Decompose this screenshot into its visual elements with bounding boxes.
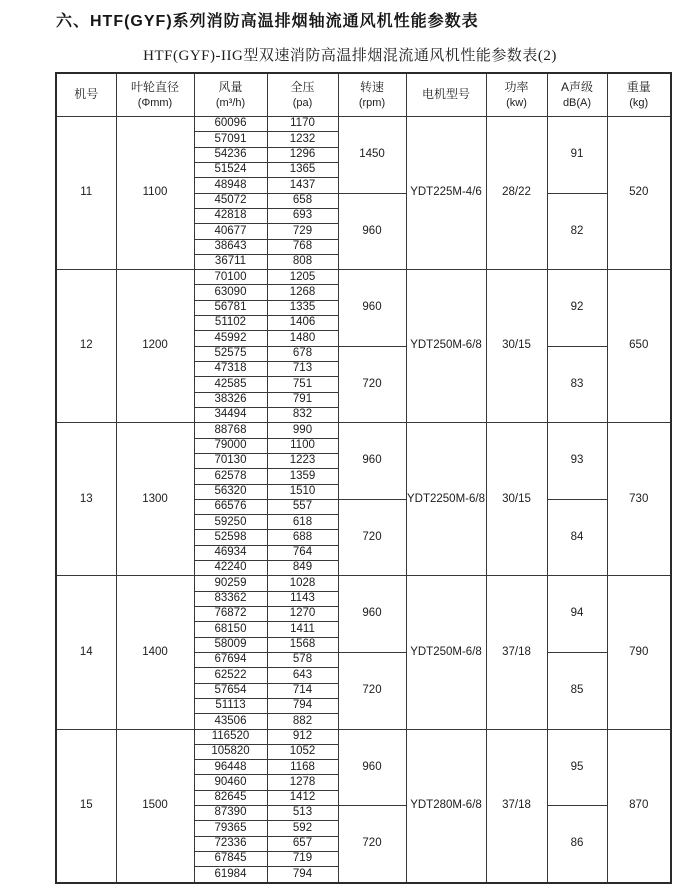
air-volume-cell: 72336 [194, 836, 267, 851]
header-label: 转速 [359, 80, 384, 95]
total-pressure-cell: 1223 [267, 453, 338, 468]
table-row [56, 423, 671, 438]
header-total-pressure [267, 73, 338, 117]
total-pressure-cell: 1437 [267, 178, 338, 193]
header-unit: (kg) [629, 96, 649, 109]
header-label: 电机型号 [421, 87, 470, 102]
total-pressure-cell: 1270 [267, 607, 338, 622]
sound-level-cell: 82 [547, 193, 607, 270]
total-pressure-cell: 832 [267, 407, 338, 422]
speed-cell: 960 [338, 193, 406, 270]
table-row [56, 270, 671, 285]
header-label: 机号 [74, 87, 99, 102]
air-volume-cell: 51524 [194, 162, 267, 177]
header-label: 全压 [290, 80, 315, 95]
table-body [56, 117, 671, 884]
speed-cell: 960 [338, 729, 406, 806]
table-subtitle: HTF(GYF)-IIG型双速消防高温排烟混流通风机性能参数表(2) [143, 48, 557, 64]
air-volume-cell: 90259 [194, 576, 267, 591]
total-pressure-cell: 713 [267, 362, 338, 377]
air-volume-cell: 105820 [194, 744, 267, 759]
header-machine-no [56, 73, 116, 117]
air-volume-cell: 45992 [194, 331, 267, 346]
fan-performance-table [55, 72, 672, 884]
air-volume-cell: 42240 [194, 561, 267, 576]
total-pressure-cell: 1480 [267, 331, 338, 346]
total-pressure-cell: 513 [267, 806, 338, 821]
sound-level-cell: 94 [547, 576, 607, 653]
machine-no-cell: 14 [56, 576, 116, 729]
air-volume-cell: 51113 [194, 698, 267, 713]
total-pressure-cell: 1143 [267, 591, 338, 606]
table-row [56, 117, 671, 132]
speed-cell: 720 [338, 652, 406, 729]
sound-level-cell: 86 [547, 806, 607, 883]
total-pressure-cell: 557 [267, 499, 338, 514]
total-pressure-cell: 714 [267, 683, 338, 698]
total-pressure-cell: 1168 [267, 760, 338, 775]
header-power [486, 73, 547, 117]
table-header-row [56, 73, 671, 117]
total-pressure-cell: 751 [267, 377, 338, 392]
air-volume-cell: 57654 [194, 683, 267, 698]
total-pressure-cell: 657 [267, 836, 338, 851]
total-pressure-cell: 990 [267, 423, 338, 438]
air-volume-cell: 67845 [194, 852, 267, 867]
air-volume-cell: 34494 [194, 407, 267, 422]
total-pressure-cell: 1278 [267, 775, 338, 790]
header-label: 叶轮直径 [130, 80, 179, 95]
air-volume-cell: 82645 [194, 790, 267, 805]
weight-cell: 650 [607, 270, 671, 423]
machine-no-cell: 13 [56, 423, 116, 576]
sound-level-cell: 83 [547, 346, 607, 423]
air-volume-cell: 70130 [194, 453, 267, 468]
air-volume-cell: 96448 [194, 760, 267, 775]
air-volume-cell: 116520 [194, 729, 267, 744]
total-pressure-cell: 912 [267, 729, 338, 744]
weight-cell: 520 [607, 117, 671, 270]
impeller-diameter-cell: 1300 [116, 423, 194, 576]
table-row [56, 576, 671, 591]
air-volume-cell: 36711 [194, 254, 267, 269]
air-volume-cell: 43506 [194, 714, 267, 729]
air-volume-cell: 57091 [194, 132, 267, 147]
header-air-volume [194, 73, 267, 117]
air-volume-cell: 68150 [194, 622, 267, 637]
total-pressure-cell: 1510 [267, 484, 338, 499]
total-pressure-cell: 729 [267, 224, 338, 239]
air-volume-cell: 54236 [194, 147, 267, 162]
impeller-diameter-cell: 1100 [116, 117, 194, 270]
air-volume-cell: 46934 [194, 545, 267, 560]
air-volume-cell: 88768 [194, 423, 267, 438]
total-pressure-cell: 1232 [267, 132, 338, 147]
air-volume-cell: 66576 [194, 499, 267, 514]
header-unit: (rpm) [358, 96, 386, 109]
power-cell: 28/22 [486, 117, 547, 270]
total-pressure-cell: 808 [267, 254, 338, 269]
sound-level-cell: 91 [547, 117, 607, 194]
total-pressure-cell: 643 [267, 668, 338, 683]
power-cell: 37/18 [486, 729, 547, 883]
header-label: 重量 [626, 80, 651, 95]
header-label: A声级 [560, 80, 593, 95]
header-weight [607, 73, 671, 117]
air-volume-cell: 90460 [194, 775, 267, 790]
air-volume-cell: 42585 [194, 377, 267, 392]
air-volume-cell: 38326 [194, 392, 267, 407]
total-pressure-cell: 688 [267, 530, 338, 545]
sound-level-cell: 93 [547, 423, 607, 500]
air-volume-cell: 52598 [194, 530, 267, 545]
total-pressure-cell: 1359 [267, 469, 338, 484]
air-volume-cell: 61984 [194, 867, 267, 883]
header-motor-model [406, 73, 486, 117]
total-pressure-cell: 578 [267, 652, 338, 667]
speed-cell: 960 [338, 423, 406, 500]
header-speed [338, 73, 406, 117]
total-pressure-cell: 1412 [267, 790, 338, 805]
impeller-diameter-cell: 1200 [116, 270, 194, 423]
table-row [56, 729, 671, 744]
speed-cell: 720 [338, 346, 406, 423]
header-label: 功率 [504, 80, 529, 95]
machine-no-cell: 15 [56, 729, 116, 883]
air-volume-cell: 59250 [194, 515, 267, 530]
total-pressure-cell: 1296 [267, 147, 338, 162]
header-impeller-diameter [116, 73, 194, 117]
air-volume-cell: 47318 [194, 362, 267, 377]
total-pressure-cell: 658 [267, 193, 338, 208]
speed-cell: 960 [338, 270, 406, 347]
total-pressure-cell: 1335 [267, 300, 338, 315]
sound-level-cell: 84 [547, 499, 607, 576]
header-sound-level [547, 73, 607, 117]
air-volume-cell: 38643 [194, 239, 267, 254]
power-cell: 30/15 [486, 270, 547, 423]
table-header [56, 73, 671, 117]
air-volume-cell: 79365 [194, 821, 267, 836]
speed-cell: 960 [338, 576, 406, 653]
motor-model-cell: YDT280M-6/8 [406, 729, 486, 883]
total-pressure-cell: 1100 [267, 438, 338, 453]
total-pressure-cell: 1170 [267, 117, 338, 132]
speed-cell: 720 [338, 806, 406, 883]
air-volume-cell: 48948 [194, 178, 267, 193]
total-pressure-cell: 1052 [267, 744, 338, 759]
impeller-diameter-cell: 1500 [116, 729, 194, 883]
total-pressure-cell: 1028 [267, 576, 338, 591]
total-pressure-cell: 764 [267, 545, 338, 560]
total-pressure-cell: 794 [267, 698, 338, 713]
total-pressure-cell: 1406 [267, 316, 338, 331]
speed-cell: 720 [338, 499, 406, 576]
power-cell: 37/18 [486, 576, 547, 729]
impeller-diameter-cell: 1400 [116, 576, 194, 729]
total-pressure-cell: 1205 [267, 270, 338, 285]
total-pressure-cell: 693 [267, 208, 338, 223]
total-pressure-cell: 794 [267, 867, 338, 883]
air-volume-cell: 60096 [194, 117, 267, 132]
total-pressure-cell: 1568 [267, 637, 338, 652]
total-pressure-cell: 678 [267, 346, 338, 361]
total-pressure-cell: 882 [267, 714, 338, 729]
header-unit: (m³/h) [215, 96, 246, 109]
air-volume-cell: 51102 [194, 316, 267, 331]
header-unit: (Φmm) [137, 96, 173, 109]
weight-cell: 790 [607, 576, 671, 729]
motor-model-cell: YDT225M-4/6 [406, 117, 486, 270]
air-volume-cell: 63090 [194, 285, 267, 300]
weight-cell: 870 [607, 729, 671, 883]
header-label: 风量 [218, 80, 243, 95]
air-volume-cell: 56320 [194, 484, 267, 499]
speed-cell: 1450 [338, 117, 406, 194]
sound-level-cell: 85 [547, 652, 607, 729]
header-unit: (kw) [506, 96, 527, 109]
total-pressure-cell: 618 [267, 515, 338, 530]
total-pressure-cell: 849 [267, 561, 338, 576]
air-volume-cell: 62522 [194, 668, 267, 683]
machine-no-cell: 12 [56, 270, 116, 423]
machine-no-cell: 11 [56, 117, 116, 270]
total-pressure-cell: 768 [267, 239, 338, 254]
air-volume-cell: 58009 [194, 637, 267, 652]
air-volume-cell: 79000 [194, 438, 267, 453]
motor-model-cell: YDT2250M-6/8 [406, 423, 486, 576]
header-unit: dB(A) [562, 96, 592, 109]
header-unit: (pa) [292, 96, 313, 109]
page-title: 六、HTF(GYF)系列消防高温排烟轴流通风机性能参数表 [56, 13, 479, 30]
sound-level-cell: 95 [547, 729, 607, 806]
total-pressure-cell: 1411 [267, 622, 338, 637]
total-pressure-cell: 592 [267, 821, 338, 836]
sound-level-cell: 92 [547, 270, 607, 347]
air-volume-cell: 87390 [194, 806, 267, 821]
total-pressure-cell: 1365 [267, 162, 338, 177]
air-volume-cell: 40677 [194, 224, 267, 239]
total-pressure-cell: 1268 [267, 285, 338, 300]
weight-cell: 730 [607, 423, 671, 576]
total-pressure-cell: 791 [267, 392, 338, 407]
air-volume-cell: 62578 [194, 469, 267, 484]
air-volume-cell: 45072 [194, 193, 267, 208]
air-volume-cell: 70100 [194, 270, 267, 285]
air-volume-cell: 56781 [194, 300, 267, 315]
power-cell: 30/15 [486, 423, 547, 576]
total-pressure-cell: 719 [267, 852, 338, 867]
air-volume-cell: 83362 [194, 591, 267, 606]
air-volume-cell: 52575 [194, 346, 267, 361]
air-volume-cell: 67694 [194, 652, 267, 667]
air-volume-cell: 42818 [194, 208, 267, 223]
motor-model-cell: YDT250M-6/8 [406, 576, 486, 729]
motor-model-cell: YDT250M-6/8 [406, 270, 486, 423]
air-volume-cell: 76872 [194, 607, 267, 622]
